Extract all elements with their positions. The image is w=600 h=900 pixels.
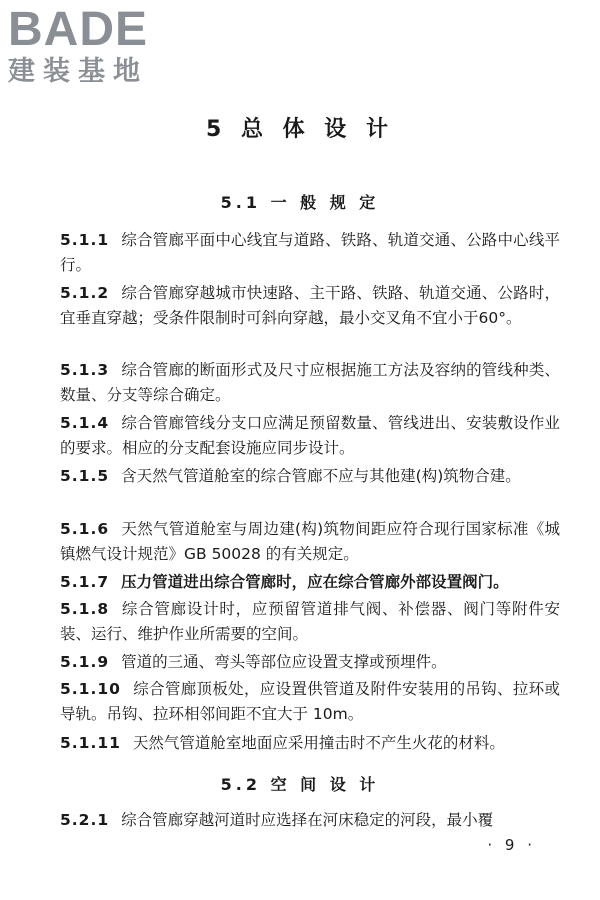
clause-text: 管道的三通、弯头等部位应设置支撑或预埋件。 (121, 653, 447, 671)
clause-text: 天然气管道舱室与周边建(构)筑物间距应符合现行国家标准《城镇燃气设计规范》GB 50028 的有关规定。 (60, 520, 560, 563)
section-title-5-2: 5.2 空 间 设 计 (220, 775, 380, 794)
page-number: · 9 · (487, 836, 536, 854)
clause-number: 5.1.2 (60, 284, 110, 302)
clause-text: 综合管廊设计时，应预留管道排气阀、补偿器、阀门等附件安装、运行、维护作业所需要的空间。 (60, 600, 560, 643)
clause-number: 5.1.6 (60, 520, 110, 538)
logo-subtitle: 建装基地 (8, 56, 148, 87)
clause-text: 天然气管道舱室地面应采用撞击时不产生火花的材料。 (132, 734, 505, 752)
clause-5-1-3 (60, 358, 560, 408)
clause-text: 综合管廊的断面形式及尺寸应根据施工方法及容纳的管线种类、数量、分支等综合确定。 (60, 361, 560, 404)
clause-text: 综合管廊平面中心线宜与道路、铁路、轨道交通、公路中心线平行。 (60, 231, 560, 274)
clause-5-1-8 (60, 597, 560, 647)
clause-5-1-10 (60, 677, 560, 727)
clause-number: 5.1.1 (60, 231, 110, 249)
clause-5-2-1 (60, 808, 560, 833)
clause-number: 5.1.9 (60, 653, 110, 671)
logo-brand: BADE (8, 3, 149, 56)
clause-number: 5.1.5 (60, 467, 110, 485)
clause-number: 5.1.4 (60, 414, 110, 432)
clause-text: 综合管廊穿越河道时应选择在河床稳定的河段，最小覆 (121, 811, 494, 829)
clause-5-1-7 (60, 570, 560, 595)
chapter-title: 5 总 体 设 计 (206, 117, 394, 142)
clause-text: 压力管道进出综合管廊时，应在综合管廊外部设置阀门。 (121, 573, 509, 591)
logo (8, 3, 178, 88)
clause-number: 5.1.7 (60, 573, 110, 591)
section-title-5-1: 5.1 一 般 规 定 (220, 193, 380, 212)
clause-5-1-5 (60, 464, 560, 489)
clause-number: 5.2.1 (60, 811, 110, 829)
clause-number: 5.1.10 (60, 680, 121, 698)
clause-5-1-11 (60, 731, 560, 756)
clause-5-1-1 (60, 228, 560, 278)
clause-5-1-9 (60, 650, 560, 675)
clause-5-1-2 (60, 281, 560, 331)
clause-number: 5.1.8 (60, 600, 110, 618)
clause-5-1-4 (60, 411, 560, 461)
clause-5-1-6 (60, 517, 560, 567)
clause-text: 综合管廊顶板处，应设置供管道及附件安装用的吊钩、拉环或导轨。吊钩、拉环相邻间距不宜大于 10m。 (60, 680, 560, 723)
clause-text: 综合管廊管线分支口应满足预留数量、管线进出、安装敷设作业的要求。相应的分支配套设施应同步设计。 (60, 414, 560, 457)
clause-number: 5.1.3 (60, 361, 110, 379)
clause-number: 5.1.11 (60, 734, 121, 752)
clause-text: 含天然气管道舱室的综合管廊不应与其他建(构)筑物合建。 (121, 467, 521, 485)
clause-text: 综合管廊穿越城市快速路、主干路、铁路、轨道交通、公路时，宜垂直穿越；受条件限制时可斜向穿越，最小交叉角不宜小于60°。 (60, 284, 560, 327)
